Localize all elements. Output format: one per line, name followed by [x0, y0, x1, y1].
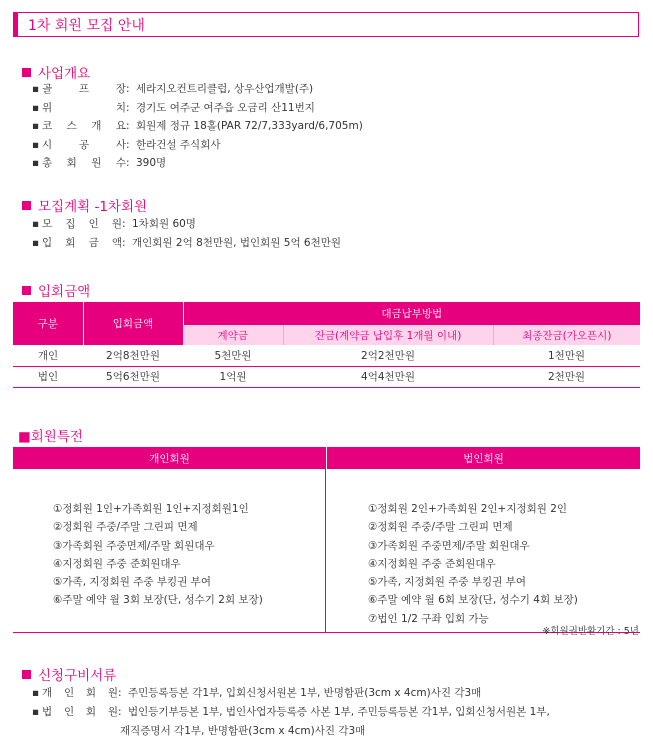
documents-row-corporate: ▪ 법 인 회 원 : 법인등기부등본 1부, 법인사업자등록증 사본 1부, 주민등록등본 각1부, 입회신청서원본 1부, [32, 706, 550, 718]
list-item: ②정회원 주중/주말 그린피 면제 [53, 521, 198, 534]
fee-table-header-row [13, 302, 640, 325]
fee-header-amount: 입회금액 [83, 302, 183, 345]
overview-row-builder: ▪ 시 공 사 : 한라건설 주식회사 [32, 138, 221, 151]
recruit-heading: 모집계획 -1차회원 [22, 195, 147, 215]
overview-row-course: ▪ 골 프 장 : 세라지오컨트리클럽, 상우산업개발(주) [32, 83, 314, 95]
list-item: ④지정회원 주중 준회원대우 [53, 557, 181, 570]
documents-row-corporate-cont: 재직증명서 각1부, 반명함판(3cm x 4cm)사진 각3매 [120, 725, 366, 737]
overview-row-course-info: ▪ 코 스 개 요 : 회원제 정규 18홀(PAR 72/7,333yard/6,705m) [32, 120, 363, 132]
square-bullet-icon [22, 286, 31, 295]
list-item: ①정회원 1인+가족회원 1인+지정회원1인 [53, 503, 249, 515]
list-item: ⑤가족, 지정회원 주중 부킹권 부여 [53, 576, 211, 589]
list-item: ③가족회원 주중면제/주말 회원대우 [368, 539, 530, 552]
documents-list [32, 684, 550, 741]
fee-header-final: 최종잔금(가오픈시) [493, 325, 640, 345]
recruit-row-count: ▪ 모 집 인 원 : 1차회원 60명 [32, 218, 196, 230]
table-row: 법인 5억6천만원 1억원 4억4천만원 2천만원 [13, 366, 640, 387]
fee-header-category: 구분 [13, 302, 83, 345]
list-item: ⑤가족, 지정회원 주중 부킹권 부여 [368, 576, 526, 589]
refund-period-note: ※회원권반환기간 : 5년 [542, 626, 639, 637]
benefits-corporate-list [325, 469, 640, 632]
square-bullet-icon [22, 68, 31, 77]
list-item: ③가족회원 주중면제/주말 회원대우 [53, 539, 215, 552]
documents-row-individual: ▪ 개 인 회 원 : 주민등록등본 각1부, 입회신청서원본 1부, 반명함판(3cm x 4cm)사진 각3매 [32, 687, 482, 699]
benefits-individual-list [13, 469, 325, 632]
page-title-text: 1차 회원 모집 안내 [28, 17, 145, 34]
list-item: ④지정회원 주중 준회원대우 [368, 557, 496, 570]
overview-list [32, 80, 363, 173]
overview-row-members: ▪ 총 회 원 수 : 390명 [32, 157, 167, 169]
benefits-header-corporate: 법인회원 [326, 447, 640, 469]
table-row: 개인 2억8천만원 5천만원 2억2천만원 1천만원 [13, 345, 640, 366]
benefits-header-individual: 개인회원 [149, 452, 190, 465]
benefits-body [13, 469, 640, 632]
fee-header-schedule: 대금납부방법 [183, 302, 640, 325]
fee-header-balance: 잔금(계약금 납입후 1개월 이내) [283, 325, 493, 345]
fee-heading: 입회금액 [22, 280, 90, 300]
square-bullet-icon [22, 670, 31, 679]
benefits-table [13, 447, 640, 633]
list-item: ⑥주말 예약 월 3회 보장(단, 성수기 2회 보장) [53, 594, 263, 607]
list-item: ⑦법인 1/2 구좌 입회 가능 [368, 612, 489, 625]
page-title [13, 12, 639, 37]
fee-table [13, 302, 640, 388]
square-bullet-icon [22, 201, 31, 210]
list-item: ②정회원 주중/주말 그린피 면제 [368, 521, 513, 534]
benefits-header [13, 447, 640, 469]
recruit-list [32, 215, 341, 252]
recruit-row-fee: ▪ 입 회 금 액 : 개인회원 2억 8천만원, 법인회원 5억 6천만원 [32, 236, 342, 249]
documents-heading: 신청구비서류 [22, 664, 116, 684]
list-item: ①정회원 2인+가족회원 2인+지정회원 2인 [368, 503, 568, 515]
overview-row-location: ▪ 위 치 : 경기도 여주군 여주읍 오금리 산11번지 [32, 101, 315, 114]
list-item: ⑥주말 예약 월 6회 보장(단, 성수기 4회 보장) [368, 594, 578, 607]
overview-heading: 사업개요 [22, 62, 90, 82]
benefits-heading: ■회원특전 [18, 429, 83, 445]
fee-header-contract: 계약금 [183, 325, 283, 345]
